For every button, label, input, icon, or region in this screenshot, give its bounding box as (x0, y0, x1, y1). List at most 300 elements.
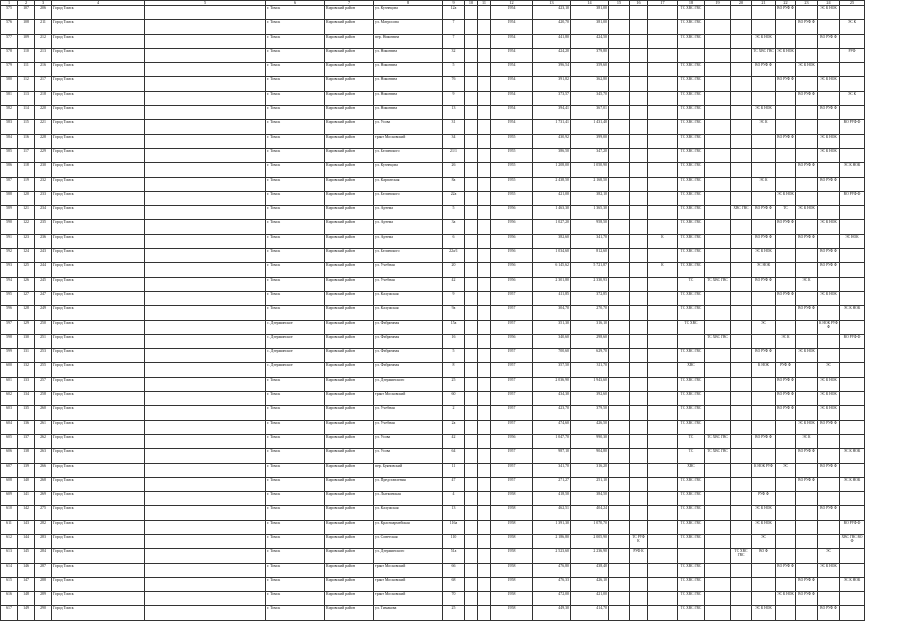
cell-district: Кировский район (325, 48, 374, 62)
cell-row-number: 582 (1, 106, 18, 120)
table-row (1, 20, 865, 34)
cell-col-15 (609, 48, 630, 62)
cell-works-2019 (796, 320, 818, 334)
cell-year-built: 1954 (491, 120, 533, 134)
cell-settlement: г. Томск (266, 306, 325, 320)
cell-living-area: 362,80 (571, 77, 609, 91)
cell-col-17 (648, 63, 678, 77)
cell-works-2017 (752, 406, 776, 420)
table-row (1, 120, 865, 134)
cell-blank (145, 191, 266, 205)
cell-settlement: г. Томск (266, 534, 325, 548)
cell-sub-number: 144 (18, 534, 35, 548)
cell-works-2014: ТС ХВС ГВС (678, 163, 705, 177)
cell-settlement: г. Томск (266, 449, 325, 463)
cell-municipality: Город Томск (52, 606, 145, 620)
cell-street: ул. Учебная (374, 277, 443, 291)
cell-works-2018 (776, 492, 796, 506)
cell-works-2014: ТС (678, 449, 705, 463)
cell-settlement: с. Дзержинское (266, 320, 325, 334)
cell-works-2017 (752, 477, 776, 491)
cell-works-2015 (705, 163, 731, 177)
cell-works-2016 (731, 234, 752, 248)
cell-sub-number: 124 (18, 249, 35, 263)
cell-total-area: 394,41 (533, 106, 571, 120)
cell-works-2019 (796, 463, 818, 477)
cell-total-area: 700,60 (533, 349, 571, 363)
cell-blank (145, 492, 266, 506)
cell-house-number: 34 (443, 134, 465, 148)
cell-works-2017 (752, 563, 776, 577)
cell-col-15 (609, 506, 630, 520)
cell-municipality: Город Томск (52, 277, 145, 291)
cell-works-2014: ТС ХВС (678, 320, 705, 334)
cell-works-2019 (796, 34, 818, 48)
cell-district: Кировский район (325, 592, 374, 606)
cell-works-2018 (776, 120, 796, 134)
cell-works-2021: ВО РУФ Ф (840, 334, 865, 348)
cell-col-10 (465, 606, 478, 620)
cell-works-2015 (705, 534, 731, 548)
cell-works-2015 (705, 463, 731, 477)
cell-blank (145, 220, 266, 234)
cell-object-id: 288 (35, 577, 52, 591)
cell-year-built: 1957 (491, 349, 533, 363)
cell-living-area: 958,50 (571, 220, 609, 234)
cell-works-2019 (796, 191, 818, 205)
cell-col-11 (478, 563, 491, 577)
cell-col-16 (630, 106, 648, 120)
cell-blank (145, 534, 266, 548)
column-number-17: 17 (648, 1, 678, 6)
cell-works-2014: ТС ХВС ГВС (678, 206, 705, 220)
cell-row-number: 591 (1, 234, 18, 248)
cell-house-number: 66 (443, 563, 465, 577)
cell-municipality: Город Томск (52, 406, 145, 420)
cell-col-11 (478, 392, 491, 406)
cell-col-11 (478, 592, 491, 606)
cell-col-10 (465, 191, 478, 205)
column-number-18: 18 (678, 1, 705, 6)
cell-col-11 (478, 120, 491, 134)
cell-works-2019: ВО РУФ Ф (796, 577, 818, 591)
cell-col-15 (609, 392, 630, 406)
cell-sub-number: 117 (18, 148, 35, 162)
cell-works-2018: ЭС (776, 463, 796, 477)
cell-object-id: 261 (35, 420, 52, 434)
cell-house-number: 110 (443, 534, 465, 548)
cell-object-id: 236 (35, 234, 52, 248)
cell-col-15 (609, 492, 630, 506)
cell-col-16 (630, 220, 648, 234)
cell-works-2015 (705, 234, 731, 248)
cell-works-2014: ТС ХВС ГВС (678, 606, 705, 620)
cell-works-2016 (731, 492, 752, 506)
cell-object-id: 228 (35, 134, 52, 148)
cell-row-number: 612 (1, 534, 18, 548)
table-row (1, 506, 865, 520)
cell-works-2018: ВО РУФ Ф (776, 563, 796, 577)
cell-works-2020: ЭС К НОК (818, 6, 840, 20)
cell-settlement: г. Томск (266, 563, 325, 577)
cell-street: ул. Усова (374, 434, 443, 448)
cell-col-15 (609, 520, 630, 534)
table-row (1, 177, 865, 191)
cell-col-15 (609, 191, 630, 205)
cell-col-11 (478, 377, 491, 391)
cell-works-2014: ТС ХВС ГВС (678, 106, 705, 120)
cell-works-2020: ВО РУФ Ф (818, 420, 840, 434)
cell-works-2016: ТС ХВС ГВС (731, 549, 752, 563)
cell-works-2020 (818, 449, 840, 463)
table-row (1, 349, 865, 363)
cell-house-number: 11 (443, 463, 465, 477)
table-row (1, 63, 865, 77)
cell-blank (145, 263, 266, 277)
cell-year-built: 1957 (491, 291, 533, 305)
cell-works-2017 (752, 77, 776, 91)
cell-works-2017: ТС ХВС ГВС (752, 48, 776, 62)
cell-sub-number: 131 (18, 349, 35, 363)
cell-works-2015 (705, 592, 731, 606)
cell-works-2016 (731, 106, 752, 120)
cell-municipality: Город Томск (52, 163, 145, 177)
cell-col-16: РУФ К (630, 549, 648, 563)
cell-works-2020: ВО РУФ Ф (818, 463, 840, 477)
cell-house-number: 8 (443, 363, 465, 377)
cell-settlement: г. Томск (266, 392, 325, 406)
cell-col-15 (609, 291, 630, 305)
cell-works-2021 (840, 392, 865, 406)
cell-house-number: 7 (443, 20, 465, 34)
cell-works-2018 (776, 249, 796, 263)
cell-year-built: 1954 (491, 34, 533, 48)
cell-works-2017 (752, 449, 776, 463)
cell-row-number: 581 (1, 91, 18, 105)
cell-works-2020: ВО РУФ Ф (818, 106, 840, 120)
cell-street: ул. Калужская (374, 291, 443, 305)
cell-works-2020: ЭС (818, 549, 840, 563)
cell-col-11 (478, 320, 491, 334)
cell-col-17 (648, 277, 678, 291)
cell-district: Кировский район (325, 420, 374, 434)
cell-works-2014: ТС ХВС ГВС (678, 34, 705, 48)
cell-municipality: Город Томск (52, 6, 145, 20)
cell-house-number: 9а (443, 306, 465, 320)
cell-works-2021: ВО РУФ Ф (840, 120, 865, 134)
cell-total-area: 476,80 (533, 563, 571, 577)
cell-works-2021 (840, 63, 865, 77)
cell-works-2016 (731, 148, 752, 162)
cell-blank (145, 291, 266, 305)
cell-row-number: 596 (1, 306, 18, 320)
table-row (1, 249, 865, 263)
cell-street: ул. Артема (374, 234, 443, 248)
cell-settlement: г. Томск (266, 577, 325, 591)
cell-living-area: 298,60 (571, 334, 609, 348)
cell-row-number: 578 (1, 48, 18, 62)
cell-works-2019: ЭС К НОК (796, 206, 818, 220)
cell-works-2015 (705, 406, 731, 420)
cell-col-11 (478, 420, 491, 434)
cell-house-number: 70 (443, 592, 465, 606)
cell-works-2020 (818, 592, 840, 606)
cell-col-10 (465, 106, 478, 120)
cell-object-id: 234 (35, 206, 52, 220)
cell-object-id: 275 (35, 506, 52, 520)
cell-col-15 (609, 177, 630, 191)
cell-blank (145, 91, 266, 105)
cell-municipality: Город Томск (52, 377, 145, 391)
cell-works-2018 (776, 349, 796, 363)
cell-works-2020 (818, 206, 840, 220)
cell-works-2017: ВО РУФ Ф (752, 349, 776, 363)
cell-district: Кировский район (325, 577, 374, 591)
cell-works-2019: ЭС К НОК (796, 63, 818, 77)
table-row (1, 148, 865, 162)
cell-total-area: 1 208,00 (533, 163, 571, 177)
cell-works-2014: ТС ХВС ГВС (678, 134, 705, 148)
cell-works-2021: ВО РУФ Ф (840, 520, 865, 534)
cell-works-2017 (752, 91, 776, 105)
cell-year-built: 1958 (491, 520, 533, 534)
cell-works-2016 (731, 449, 752, 463)
cell-col-10 (465, 549, 478, 563)
table-row (1, 549, 865, 563)
cell-row-number: 587 (1, 177, 18, 191)
cell-works-2015 (705, 263, 731, 277)
cell-col-11 (478, 6, 491, 20)
cell-total-area: 424,20 (533, 48, 571, 62)
cell-year-built: 1958 (491, 563, 533, 577)
cell-municipality: Город Томск (52, 534, 145, 548)
cell-house-number: 4 (443, 492, 465, 506)
cell-municipality: Город Томск (52, 63, 145, 77)
cell-object-id: 245 (35, 277, 52, 291)
cell-col-11 (478, 63, 491, 77)
cell-house-number: 22а (443, 191, 465, 205)
cell-street: ул. Белинского (374, 148, 443, 162)
cell-col-17 (648, 291, 678, 305)
cell-works-2014: ТС ХВС ГВС (678, 592, 705, 606)
cell-blank (145, 177, 266, 191)
cell-district: Кировский район (325, 563, 374, 577)
cell-col-16 (630, 563, 648, 577)
cell-col-11 (478, 449, 491, 463)
cell-works-2015 (705, 549, 731, 563)
cell-col-16 (630, 77, 648, 91)
cell-works-2021 (840, 206, 865, 220)
cell-street: ул. Тимакова (374, 606, 443, 620)
cell-works-2020 (818, 334, 840, 348)
cell-total-area: 1 027,20 (533, 220, 571, 234)
cell-blank (145, 106, 266, 120)
cell-living-area: 424,50 (571, 34, 609, 48)
cell-living-area: 359,60 (571, 63, 609, 77)
cell-year-built: 1958 (491, 534, 533, 548)
cell-works-2020: К НОК РУФ Ф (818, 320, 840, 334)
cell-year-built: 1957 (491, 463, 533, 477)
cell-col-10 (465, 91, 478, 105)
cell-works-2015 (705, 106, 731, 120)
cell-works-2015 (705, 563, 731, 577)
cell-municipality: Город Томск (52, 263, 145, 277)
cell-col-16 (630, 406, 648, 420)
cell-works-2015 (705, 577, 731, 591)
cell-row-number: 592 (1, 249, 18, 263)
cell-total-area: 382,60 (533, 234, 571, 248)
cell-municipality: Город Томск (52, 120, 145, 134)
cell-living-area: 421,00 (571, 592, 609, 606)
table-row (1, 420, 865, 434)
cell-row-number: 605 (1, 434, 18, 448)
cell-row-number: 614 (1, 563, 18, 577)
cell-col-16 (630, 48, 648, 62)
cell-col-17 (648, 220, 678, 234)
cell-total-area: 2 523,60 (533, 549, 571, 563)
cell-total-area: 386,50 (533, 148, 571, 162)
cell-works-2016 (731, 177, 752, 191)
cell-year-built: 1956 (491, 263, 533, 277)
cell-works-2018 (776, 234, 796, 248)
cell-total-area: 1 731,41 (533, 120, 571, 134)
cell-living-area: 316,20 (571, 463, 609, 477)
cell-district: Кировский район (325, 206, 374, 220)
cell-settlement: г. Томск (266, 206, 325, 220)
cell-street: ул. Учебная (374, 420, 443, 434)
column-number-19: 19 (705, 1, 731, 6)
cell-col-17 (648, 506, 678, 520)
cell-district: Кировский район (325, 449, 374, 463)
cell-living-area: 311,70 (571, 363, 609, 377)
cell-row-number: 593 (1, 263, 18, 277)
cell-works-2018: ВО РУФ Ф (776, 377, 796, 391)
cell-col-10 (465, 492, 478, 506)
cell-object-id: 218 (35, 91, 52, 105)
cell-works-2018 (776, 20, 796, 34)
cell-col-15 (609, 463, 630, 477)
cell-settlement: г. Томск (266, 506, 325, 520)
cell-street: ул. Калужская (374, 506, 443, 520)
cell-house-number: 5 (443, 63, 465, 77)
cell-street: пер. Буяновский (374, 463, 443, 477)
cell-col-17 (648, 206, 678, 220)
cell-year-built: 1957 (491, 320, 533, 334)
cell-works-2021: РУФ (840, 48, 865, 62)
cell-object-id: 221 (35, 120, 52, 134)
cell-municipality: Город Томск (52, 334, 145, 348)
cell-municipality: Город Томск (52, 148, 145, 162)
cell-col-15 (609, 220, 630, 234)
cell-district: Кировский район (325, 191, 374, 205)
cell-row-number: 577 (1, 34, 18, 48)
cell-works-2017: ЭС К (752, 120, 776, 134)
cell-col-10 (465, 377, 478, 391)
cell-living-area: 414,70 (571, 606, 609, 620)
cell-object-id: 232 (35, 177, 52, 191)
cell-works-2018 (776, 277, 796, 291)
cell-works-2017: К НОК РУФ (752, 463, 776, 477)
cell-living-area: 367,01 (571, 106, 609, 120)
cell-works-2019: ВО РУФ Ф (796, 449, 818, 463)
cell-works-2018 (776, 520, 796, 534)
cell-municipality: Город Томск (52, 520, 145, 534)
cell-settlement: г. Томск (266, 163, 325, 177)
cell-object-id: 263 (35, 449, 52, 463)
cell-blank (145, 563, 266, 577)
cell-living-area: 2 005,90 (571, 534, 609, 548)
cell-district: Кировский район (325, 363, 374, 377)
cell-settlement: г. Томск (266, 6, 325, 20)
cell-works-2019: ВО РУФ Ф (796, 592, 818, 606)
cell-living-area: 1 070,70 (571, 520, 609, 534)
cell-house-number: 3а (443, 220, 465, 234)
cell-works-2019: ВО РУФ Ф (796, 234, 818, 248)
cell-row-number: 611 (1, 520, 18, 534)
column-number-5: 5 (145, 1, 266, 6)
cell-house-number: 6 (443, 234, 465, 248)
cell-col-16 (630, 463, 648, 477)
cell-works-2015 (705, 63, 731, 77)
cell-works-2021 (840, 6, 865, 20)
table-row (1, 392, 865, 406)
cell-settlement: г. Томск (266, 520, 325, 534)
cell-row-number: 609 (1, 492, 18, 506)
cell-object-id: 289 (35, 592, 52, 606)
cell-works-2017 (752, 134, 776, 148)
cell-row-number: 606 (1, 449, 18, 463)
cell-living-area: 2 330,93 (571, 277, 609, 291)
cell-works-2017: ВО РУФ Ф (752, 206, 776, 220)
column-number-3: 3 (35, 1, 52, 6)
cell-col-17 (648, 20, 678, 34)
cell-col-17 (648, 363, 678, 377)
cell-living-area: 392,60 (571, 392, 609, 406)
cell-object-id: 211 (35, 20, 52, 34)
cell-district: Кировский район (325, 134, 374, 148)
cell-works-2014: ТС ХВС ГВС (678, 534, 705, 548)
table-row (1, 492, 865, 506)
cell-col-11 (478, 349, 491, 363)
cell-col-15 (609, 449, 630, 463)
cell-street: тракт Московский (374, 563, 443, 577)
cell-object-id: 269 (35, 492, 52, 506)
cell-works-2016 (731, 220, 752, 234)
cell-municipality: Город Томск (52, 420, 145, 434)
cell-object-id: 249 (35, 306, 52, 320)
cell-year-built: 1956 (491, 220, 533, 234)
cell-settlement: г. Томск (266, 106, 325, 120)
cell-works-2018 (776, 320, 796, 334)
cell-works-2020 (818, 434, 840, 448)
cell-sub-number: 109 (18, 34, 35, 48)
cell-col-15 (609, 334, 630, 348)
cell-district: Кировский район (325, 77, 374, 91)
cell-row-number: 584 (1, 134, 18, 148)
cell-row-number: 595 (1, 291, 18, 305)
cell-object-id: 266 (35, 463, 52, 477)
cell-street: тракт Московский (374, 577, 443, 591)
cell-works-2018 (776, 148, 796, 162)
cell-col-10 (465, 134, 478, 148)
cell-works-2015 (705, 6, 731, 20)
column-number-14: 14 (571, 1, 609, 6)
cell-works-2021 (840, 349, 865, 363)
cell-district: Кировский район (325, 477, 374, 491)
cell-col-16 (630, 291, 648, 305)
cell-year-built: 1955 (491, 177, 533, 191)
cell-works-2021 (840, 291, 865, 305)
